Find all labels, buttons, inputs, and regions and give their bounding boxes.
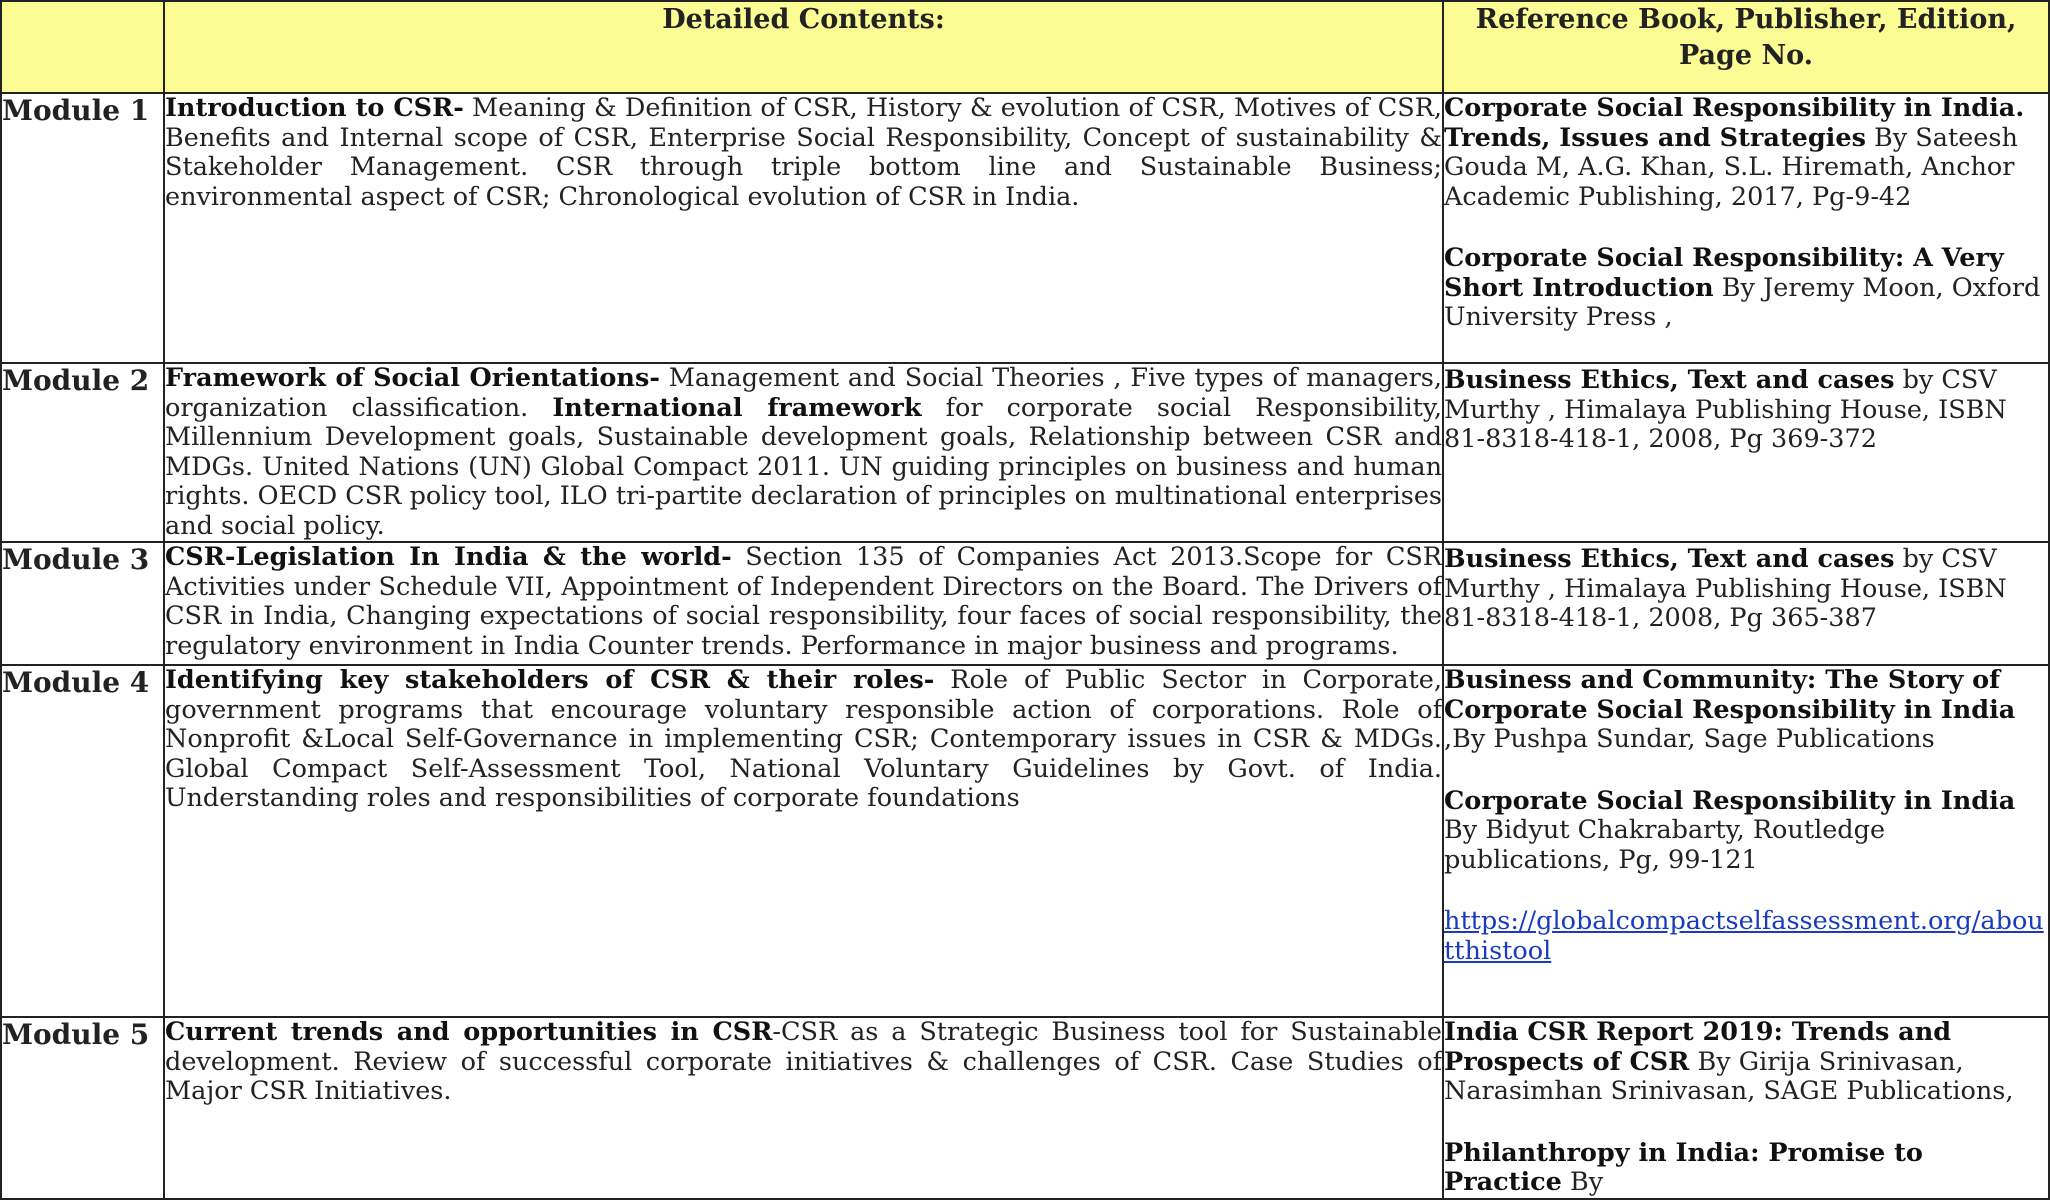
reference-entry — [1444, 1139, 2048, 1198]
reference-details: By Jeremy Moon, Oxford University Press , — [1444, 272, 2041, 332]
module-references — [1443, 363, 2049, 542]
module-row — [1, 363, 2049, 542]
module-label: Module 2 — [1, 363, 164, 542]
module-content — [164, 665, 1443, 1017]
module-references — [1443, 542, 2049, 665]
module-label: Module 1 — [1, 93, 164, 363]
header-row — [1, 1, 2049, 93]
reference-entry — [1444, 545, 2048, 634]
reference-title: India CSR Report 2019: Trends and Prospects of CSR — [1444, 1017, 1952, 1077]
reference-entry — [1444, 244, 2048, 333]
module-content — [164, 93, 1443, 363]
module-description: Meaning & Definition of CSR, History & evolution of CSR, Motives of CSR, Benefits and Internal scope of CSR, Enterprise Social Responsibility, Concept of sustainability & Stakeholder Management. CSR through triple bottom line and Sustainable Business; environmental aspect of CSR; Chronological evolution of CSR in India. — [165, 93, 1443, 212]
module-description-2: for corporate social Responsibility, Millennium Development goals, Sustainable development goals, Relationship between CSR and MDGs. United Nations (UN) Global Compact 2011. UN guiding principles on business and human rights. OECD CSR policy tool, ILO tri-partite declaration of principles on multinational enterprises and social policy. — [165, 392, 1443, 541]
reference-details: By — [1561, 1167, 1604, 1197]
module-topic: Identifying key stakeholders of CSR & their roles- — [165, 665, 935, 695]
reference-title: Corporate Social Responsibility in India — [1444, 785, 2016, 816]
reference-entry — [1444, 666, 2048, 755]
reference-entry — [1444, 94, 2048, 212]
reference-header — [1443, 1, 2049, 93]
module-topic: Current trends and opportunities in CSR — [165, 1017, 773, 1047]
module-topic: Introduction to CSR- — [165, 93, 464, 123]
module-row — [1, 665, 2049, 1017]
reference-title: Business and Community: The Story of Corporate Social Responsibility in India — [1444, 665, 2016, 725]
module-content — [164, 1017, 1443, 1199]
reference-details: by CSV Murthy , Himalaya Publishing House, ISBN 81-8318-418-1, 2008, Pg 365-387 — [1444, 544, 2007, 633]
module-references — [1443, 665, 2049, 1017]
reference-entry — [1444, 787, 2048, 876]
module-description: -CSR as a Strategic Business tool for Sustainable development. Review of successful corporate initiatives & challenges of CSR. Case Studies of Major CSR Initiatives. — [165, 1017, 1443, 1106]
module-topic: Framework of Social Orientations- — [165, 363, 660, 393]
module-label: Module 5 — [1, 1017, 164, 1199]
module-label: Module 4 — [1, 665, 164, 1017]
reference-title: Corporate Social Responsibility: A Very Short Introduction — [1444, 243, 2004, 303]
module-description: Role of Public Sector in Corporate, government programs that encourage voluntary responsible action of corporations. Role of Nonprofit &Local Self-Governance in implementing CSR; Contemporary issues in CSR & MDGs. Global Compact Self-Assessment Tool, National Voluntary Guidelines by Govt. of India. Understanding roles and responsibilities of corporate foundations — [165, 665, 1443, 813]
header-blank-cell — [1, 1, 164, 93]
reference-title: Corporate Social Responsibility in India. Trends, Issues and Strategies — [1444, 93, 2025, 153]
module-subtopic: International framework — [552, 392, 922, 423]
reference-details: ,By Pushpa Sundar, Sage Publications — [1444, 724, 1935, 754]
module-description: Section 135 of Companies Act 2013.Scope for CSR Activities under Schedule VII, Appointment of Independent Directors on the Board. The Drivers of CSR in India, Changing expectations of social responsibility, four faces of social responsibility, the regulatory environment in India Counter trends. Performance in major business and programs. — [165, 542, 1443, 661]
module-row — [1, 1017, 2049, 1199]
reference-title: Business Ethics, Text and cases — [1444, 544, 1895, 574]
reference-entry — [1444, 1018, 2048, 1107]
reference-details: By Bidyut Chakrabarty, Routledge publications, Pg, 99-121 — [1444, 815, 1886, 875]
contents-header — [164, 1, 1443, 93]
reference-details: By Girija Srinivasan, Narasimhan Srinivasan, SAGE Publications, — [1444, 1046, 2014, 1106]
reference-title: Philanthropy in India: Promise to Practice — [1444, 1137, 1923, 1197]
module-references — [1443, 1017, 2049, 1199]
module-content — [164, 542, 1443, 665]
module-row — [1, 542, 2049, 665]
reference-title: Business Ethics, Text and cases — [1444, 365, 1895, 395]
reference-header-label: Reference Book, Publisher, Edition, Page No. — [1475, 4, 2017, 71]
reference-link[interactable]: https://globalcompactselfassessment.org/aboutthistool — [1444, 906, 2044, 966]
reference-entry — [1444, 907, 2048, 966]
module-topic: CSR-Legislation In India & the world- — [165, 542, 732, 572]
reference-entry — [1444, 366, 2048, 455]
module-description: Management and Social Theories , Five types of managers, organization classification. — [165, 363, 1442, 423]
module-label: Module 3 — [1, 542, 164, 665]
module-content — [164, 363, 1443, 542]
module-row — [1, 93, 2049, 363]
reference-details: By Sateesh Gouda M, A.G. Khan, S.L. Hiremath, Anchor Academic Publishing, 2017, Pg-9-42 — [1444, 122, 2018, 212]
reference-details: by CSV Murthy , Himalaya Publishing House, ISBN 81-8318-418-1, 2008, Pg 369-372 — [1444, 365, 2007, 454]
module-references — [1443, 93, 2049, 363]
contents-header-label: Detailed Contents: — [662, 4, 945, 35]
